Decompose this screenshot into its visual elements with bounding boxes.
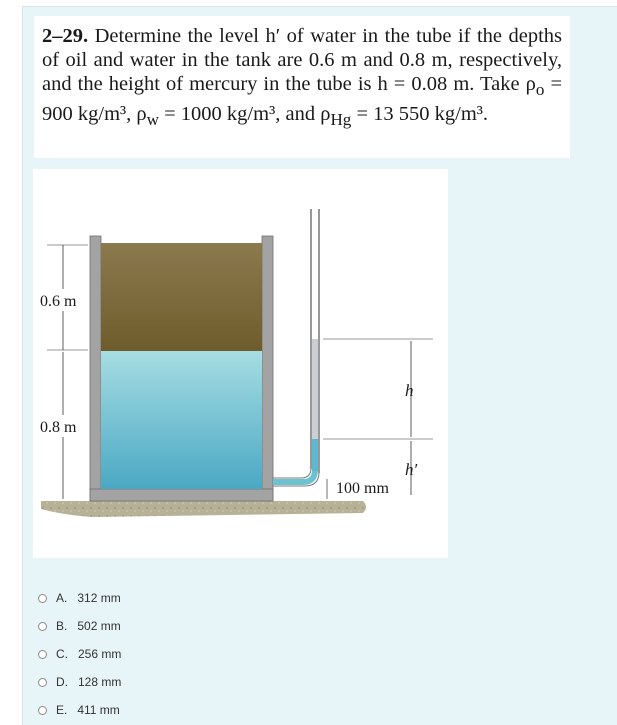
- option-c[interactable]: [38, 640, 121, 668]
- option-letter: B.: [56, 619, 68, 633]
- option-text: 312 mm: [77, 591, 121, 605]
- radio-icon[interactable]: [38, 622, 47, 631]
- question-line4: = 13 550 kg/m³.: [351, 103, 489, 126]
- tank-left-wall: [90, 236, 101, 501]
- rho-o-subscript: o: [535, 80, 545, 100]
- option-d[interactable]: [38, 668, 121, 696]
- tube-water-top: [312, 439, 318, 471]
- tank-diagram: [33, 169, 448, 558]
- option-e[interactable]: [38, 696, 121, 724]
- tube-distance-label: 100 mm: [336, 480, 389, 497]
- water-layer: [101, 351, 262, 489]
- option-letter: A.: [56, 591, 68, 605]
- connecting-tube: [273, 209, 311, 478]
- oil-layer: [101, 243, 262, 351]
- option-letter: D.: [56, 675, 68, 689]
- question-number: 2–29.: [42, 25, 89, 47]
- rho-hg-subscript: Hg: [330, 110, 352, 130]
- oil-depth-label: 0.6 m: [40, 293, 77, 310]
- question-line2: = 900 kg/m³, ρ: [42, 73, 563, 126]
- answer-options: [38, 584, 121, 724]
- tank-figure: [33, 169, 448, 558]
- option-a[interactable]: [38, 584, 121, 612]
- option-letter: E.: [56, 703, 68, 717]
- tube-mercury: [312, 339, 318, 439]
- option-text: 502 mm: [77, 619, 121, 633]
- radio-icon[interactable]: [38, 678, 47, 687]
- h-prime-label: h′: [405, 460, 418, 479]
- question-line3: = 1000 kg/m³, and ρ: [159, 103, 331, 126]
- radio-icon[interactable]: [38, 706, 47, 715]
- ground: [41, 501, 366, 517]
- question-text: [34, 16, 570, 158]
- option-b[interactable]: [38, 612, 121, 640]
- h-label: h: [405, 381, 414, 400]
- option-text: 128 mm: [78, 675, 122, 689]
- radio-icon[interactable]: [38, 650, 47, 659]
- option-text: 256 mm: [78, 647, 122, 661]
- option-text: 411 mm: [77, 703, 120, 717]
- tank-bottom: [90, 489, 273, 501]
- water-depth-label: 0.8 m: [40, 419, 77, 436]
- tank-right-wall: [262, 236, 273, 501]
- option-letter: C.: [56, 647, 68, 661]
- rho-w-subscript: w: [146, 110, 159, 130]
- radio-icon[interactable]: [38, 594, 47, 603]
- question-line1: Determine the level h′ of water in the tube if the depths of oil and water in the tank are 0.6 m and 0.8 m, respectively, and the height of mercury in the tube is h = 0.08 m. Take ρ: [42, 25, 562, 95]
